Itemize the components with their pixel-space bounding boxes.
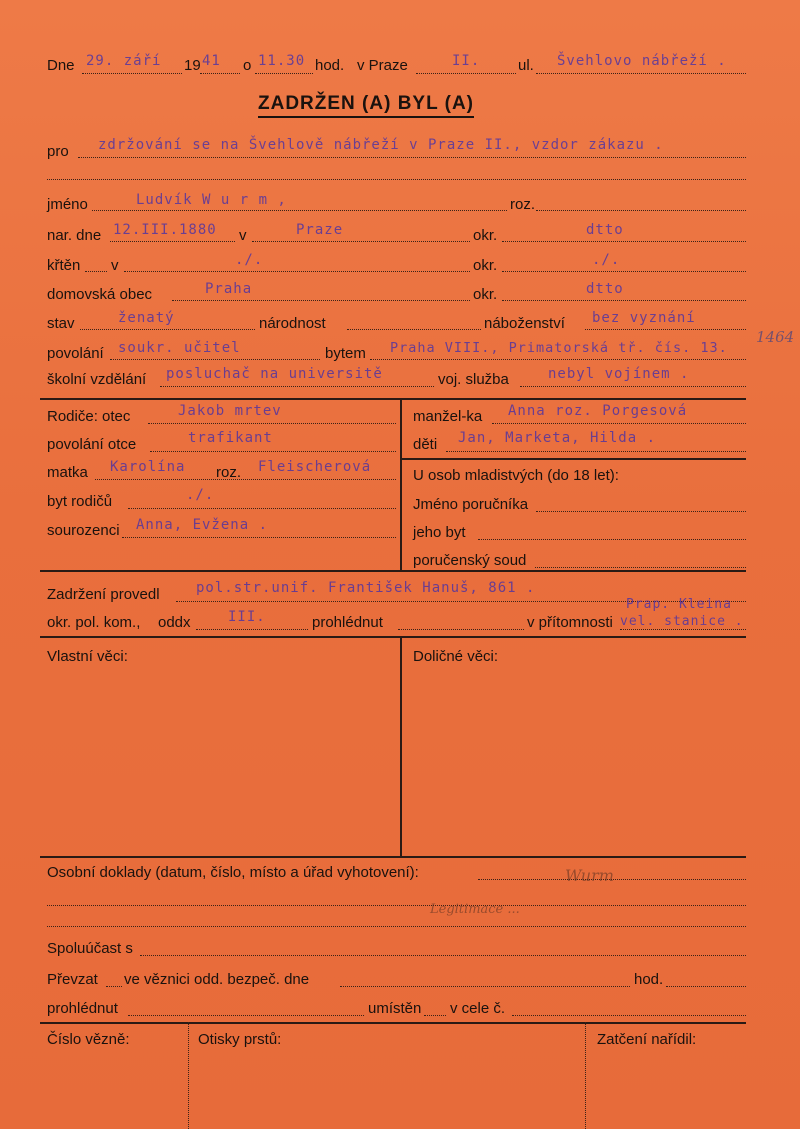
nar-label: nar. dne [47,227,102,244]
street-label: ul. [518,57,534,74]
provedl-label: Zadržení provedl [47,586,160,603]
cislo-veznez-label: Číslo vězně: [47,1031,130,1048]
obec-value: Praha [205,281,253,297]
vzdelani-dotline [160,386,434,387]
vojsluzba-label: voj. služba [438,371,509,388]
veznice-label: ve věznici odd. bezpeč. dne [124,971,310,988]
byt-rodicu-label: byt rodičů [47,493,113,510]
sourozenci-dotline [122,537,396,538]
prevzat-hod-label: hod. [634,971,664,988]
pritomnosti-dotline [620,629,746,630]
oddx-label: oddx [158,614,191,631]
jmeno-label: jméno [47,196,88,213]
povolani-otce-dotline [150,451,396,452]
vojsluzba-dotline [520,386,746,387]
hod-dotline [666,986,746,987]
otec-value: Jakob mrtev [178,403,282,419]
district-dotline [416,73,516,74]
otisky-label: Otisky prstů: [198,1031,282,1048]
matka-value: Karolína [110,459,186,475]
narodnost-label: národnost [259,315,326,332]
byt-rodicu-value: ./. [186,487,215,503]
vzdelani-label: školní vzdělání [47,371,147,388]
nar-date-dotline [110,241,235,242]
nabozenstvi-value: bez vyznání [592,310,696,326]
cele-label: v cele č. [450,1000,506,1017]
street-dotline [536,73,746,74]
porucensky-soud-label: poručenský soud [413,552,527,569]
belongings-center-rule [400,636,402,856]
obec-okr: dtto [586,281,624,297]
district-value: II. [452,53,481,69]
sourozenci-value: Anna, Evžena . [136,517,269,533]
reason-dotline [78,157,746,158]
year-value: 41 [202,53,221,69]
date-dotline [82,73,182,74]
nar-place-dotline [252,241,470,242]
nar-okr: dtto [586,222,624,238]
jeho-byt-label: jeho byt [413,524,466,541]
roz-label: roz. [510,196,536,213]
bottom-divider-1 [188,1022,189,1129]
prevzat-label: Převzat [47,971,98,988]
krten-value: ./. [235,252,264,268]
matka-dotline [95,479,396,480]
rodice-label: Rodiče: otec [47,408,131,425]
provedl-value: pol.str.unif. František Hanuš, 861 . [196,580,536,596]
krten-okr-dotline [502,271,746,272]
obec-okr-label: okr. [473,286,498,303]
obec-label: domovská obec [47,286,153,303]
povolani-otce-label: povolání otce [47,436,137,453]
year-dotline [200,73,240,74]
bytem-label: bytem [325,345,366,362]
bottom-prohlednut-dotline [128,1015,364,1016]
zatceni-label: Zatčení nařídil: [597,1031,697,1048]
povolani-otce-value: trafikant [188,430,273,446]
bytem-dotline [370,359,746,360]
spoluucast-dotline [140,955,746,956]
vlastni-veci-label: Vlastní věci: [47,648,128,665]
prevzat-dotline [106,986,122,987]
matka-label: matka [47,464,88,481]
reason-label: pro [47,143,69,160]
nabozenstvi-label: náboženství [484,315,565,332]
nar-v-label: v [239,227,247,244]
bytem-value: Praha VIII., Primatorská tř. čís. 13. [390,340,728,356]
byt-rodicu-dotline [128,508,396,509]
nar-place: Praze [296,222,344,238]
arrest-prohlednut-label: prohlédnut [312,614,383,631]
pritomnosti-label: v přítomnosti [527,614,613,631]
family-center-rule [400,398,402,570]
porucensky-soud-dotline [535,567,746,568]
stav-dotline [80,329,255,330]
handwriting-note: Legitimace ... [430,902,520,917]
bottom-rule [40,1022,746,1024]
pritomnosti-line1: Prap. Kleina [626,597,732,612]
deti-dotline [446,451,746,452]
cele-dotline [512,1015,746,1016]
krten-dotline [85,271,107,272]
pritomnosti-line2: vel. stanice . [620,614,744,629]
umisten-label: umístěn [368,1000,422,1017]
matka-roz-value: Fleischerová [258,459,372,475]
belongings-bottom-rule [40,856,746,858]
obec-okr-dotline [502,300,746,301]
nabozenstvi-dotline [585,329,746,330]
place-label: v Praze [357,57,408,74]
street-value: Švehlovo nábřeží . [557,53,727,69]
narodnost-dotline [347,329,481,330]
mladistvi-top-rule [400,458,746,460]
doklady-dotline-2 [47,905,746,906]
roz-dotline [536,210,746,211]
obec-dotline [172,300,470,301]
bottom-divider-2 [585,1022,586,1129]
reason-value: zdržování se na Švehlově nábřeží v Praze II., vzdor zákazu . [98,137,664,153]
form-title: ZADRŽEN (A) BYL (A) [258,93,474,118]
margin-note: 1464 [756,328,795,346]
krten-label: křtěn [47,257,81,274]
deti-value: Jan, Marketa, Hilda . [458,430,657,446]
spoluucast-label: Spoluúčast s [47,940,133,957]
dolicne-veci-label: Doličné věci: [413,648,499,665]
doklady-label: Osobní doklady (datum, číslo, místo a úřad vyhotovení): [47,864,419,881]
otec-dotline [148,423,396,424]
stav-value: ženatý [118,310,175,326]
doklady-dotline-3 [47,926,746,927]
krten-okr-label: okr. [473,257,498,274]
manzel-dotline [492,423,746,424]
umisten-dotline [424,1015,446,1016]
manzel-value: Anna roz. Porgesová [508,403,688,419]
jmeno-value: Ludvík W u r m , [136,192,287,208]
time-dotline [255,73,313,74]
time-label: o [243,57,252,74]
vojsluzba-value: nebyl vojínem . [548,366,690,382]
date-day-month: 29. září [86,53,162,69]
year-label: 19 [184,57,201,74]
povolani-dotline [110,359,320,360]
prohlednut-dotline [398,629,524,630]
krten-v-dotline [124,271,470,272]
krten-v-label: v [111,257,119,274]
okr-kom-value: III. [228,609,266,625]
time-value: 11.30 [258,53,306,69]
okr-kom-dotline [196,629,308,630]
mladistvi-label: U osob mladistvých (do 18 let): [413,467,619,484]
reason-dotline-2 [47,179,746,180]
hod-label: hod. [315,57,345,74]
porucnik-label: Jméno poručníka [413,496,529,513]
nar-okr-dotline [502,241,746,242]
jeho-byt-dotline [478,539,746,540]
porucnik-dotline [536,511,746,512]
povolani-label: povolání [47,345,104,362]
veznice-dotline [340,986,630,987]
manzel-label: manžel-ka [413,408,483,425]
bottom-prohlednut-label: prohlédnut [47,1000,118,1017]
matka-roz-label: roz. [216,464,242,481]
arrest-bottom-rule [40,636,746,638]
nar-okr-label: okr. [473,227,498,244]
deti-label: děti [413,436,438,453]
stav-label: stav [47,315,75,332]
nar-date: 12.III.1880 [113,222,217,238]
sourozenci-label: sourozenci [47,522,120,539]
krten-okr: ./. [592,252,621,268]
povolani-value: soukr. učitel [118,340,241,356]
family-bottom-rule [40,570,746,572]
vzdelani-value: posluchač na universitě [166,366,383,382]
handwriting-signature-1: Wurm [565,866,614,885]
dne-label: Dne [47,57,75,74]
okr-kom-label: okr. pol. kom., [47,614,141,631]
jmeno-dotline [92,210,507,211]
family-top-rule [40,398,746,400]
